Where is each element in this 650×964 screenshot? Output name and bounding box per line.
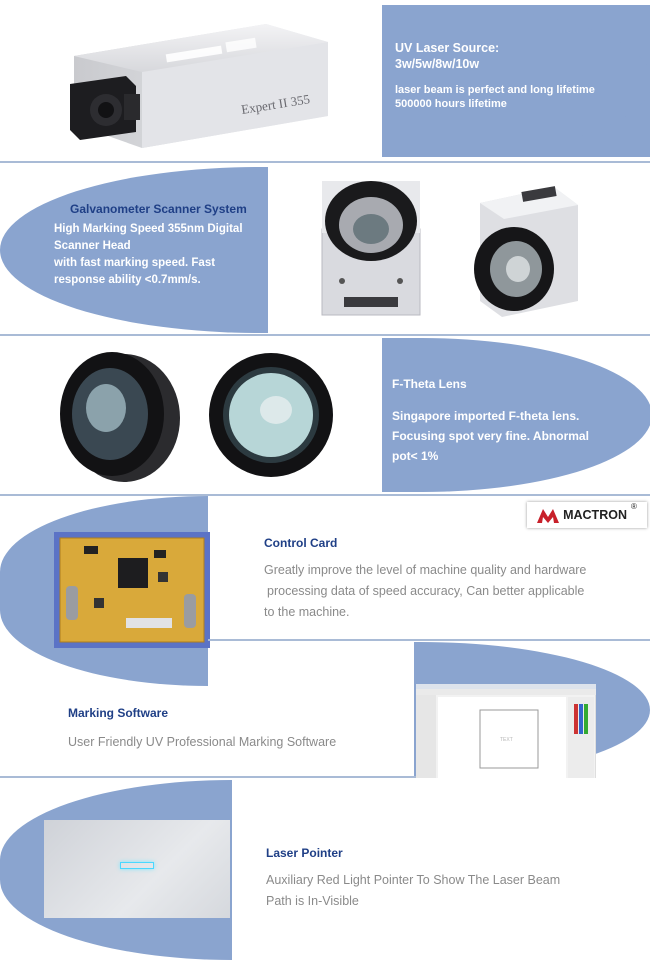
mactron-logo-icon (537, 507, 559, 523)
brand-reg: ® (630, 502, 637, 511)
control-card-line-2: processing data of speed accuracy, Can better applicable (267, 584, 585, 598)
f-theta-lens-image-front (206, 350, 336, 480)
laser-pointer-image (44, 820, 230, 918)
canvas-text: TEXT (500, 737, 513, 743)
galvo-line-2: Scanner Head (54, 240, 131, 252)
section-galvanometer (0, 163, 650, 335)
brand-logo (527, 502, 647, 528)
control-card-line-1: Greatly improve the level of machine quality and hardware (264, 563, 587, 577)
laser-pointer-line-2: Path is In-Visible (266, 894, 359, 908)
control-card-image (54, 532, 210, 648)
uv-subtitle-text: 3w/5w/8w/10w (395, 57, 480, 71)
section-f-theta (0, 336, 650, 494)
f-theta-line-2: Focusing spot very fine. Abnormal (392, 429, 589, 443)
uv-desc: laser beam is perfect and long lifetime 500000 hours lifetime (395, 84, 595, 110)
laser-pointer-desc (266, 870, 560, 912)
galvo-desc (54, 221, 243, 289)
f-theta-title: F-Theta Lens (392, 377, 467, 391)
galvo-scanner-image-front (316, 177, 426, 319)
f-theta-desc (392, 406, 589, 466)
galvo-scanner-image-side (466, 183, 584, 319)
section-divider (208, 639, 650, 641)
section-uv-laser-source (0, 0, 650, 162)
control-card-title: Control Card (264, 536, 338, 550)
brand-name: MACTRON (563, 508, 627, 522)
galvo-line-4: response ability <0.7mm/s. (54, 274, 201, 286)
f-theta-lens-image-angle (50, 344, 190, 484)
laser-pointer-line-1: Auxiliary Red Light Pointer To Show The Laser Beam (266, 873, 561, 887)
laser-pointer-title: Laser Pointer (266, 846, 343, 860)
galvo-line-1: High Marking Speed 355nm Digital (54, 223, 243, 235)
control-card-line-3: to the machine. (264, 605, 350, 619)
laser-beam-mark (120, 862, 154, 869)
software-desc: User Friendly UV Professional Marking Software (68, 735, 337, 749)
section-laser-pointer (0, 778, 650, 964)
software-title: Marking Software (68, 706, 169, 720)
device-label: Expert II 355 (240, 91, 311, 117)
uv-title-text: UV Laser Source: (395, 41, 500, 55)
uv-laser-device-image (66, 20, 336, 160)
galvo-line-3: with fast marking speed. Fast (54, 257, 216, 269)
section-marking-software (0, 642, 650, 778)
f-theta-line-1: Singapore imported F-theta lens. (392, 409, 580, 423)
uv-title (395, 40, 499, 72)
control-card-desc (264, 560, 586, 623)
f-theta-line-3: pot< 1% (392, 449, 439, 463)
software-screenshot-image (416, 684, 596, 778)
galvo-title: Galvanometer Scanner System (70, 202, 247, 216)
